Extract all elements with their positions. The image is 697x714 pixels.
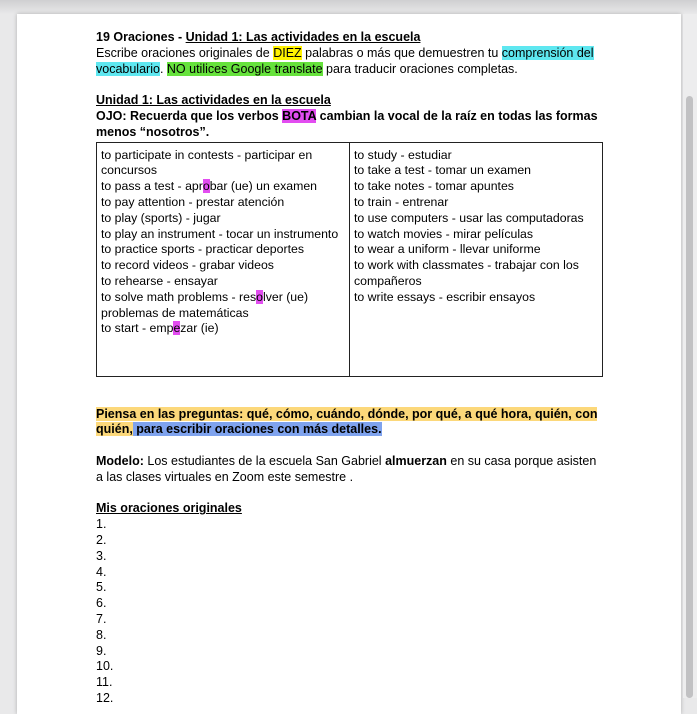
- scrollbar-thumb[interactable]: [686, 96, 693, 698]
- list-number: 2.: [96, 532, 107, 547]
- highlight-comprension: comprensión del vocabulario: [96, 45, 594, 76]
- vocab-line: problemas de matemáticas: [101, 305, 249, 320]
- highlight-no-google: NO utilices Google translate: [166, 61, 323, 76]
- vocab-line: to take a test - tomar un examen: [354, 163, 532, 178]
- vocab-line: to pay attention - prestar atención: [101, 194, 285, 209]
- piensa-note: [96, 407, 606, 439]
- highlight-detalles: para escribir oraciones con más detalles.: [132, 422, 382, 437]
- vocab-column-right: [350, 142, 603, 376]
- vocab-line: to participate in contests - participar en: [101, 147, 313, 162]
- unit-heading: Unidad 1: Las actividades en la escuela: [96, 93, 331, 108]
- list-number: 12.: [96, 690, 114, 705]
- modelo-label: Modelo:: [96, 453, 144, 468]
- list-number: 4.: [96, 564, 107, 579]
- ojo-note: [96, 109, 606, 141]
- modelo-text: Los estudiantes de la escuela San Gabriel: [143, 453, 386, 468]
- title-count: 19 Oraciones -: [96, 30, 186, 44]
- instr-text: Escribe oraciones originales de: [96, 45, 274, 60]
- instr-text: palabras o más que demuestren tu: [301, 45, 502, 60]
- title-unit: Unidad 1: Las actividades en la escuela: [185, 30, 421, 44]
- vocab-line: [101, 321, 345, 337]
- list-number: 11.: [96, 675, 113, 690]
- vocab-line: [101, 179, 345, 195]
- modelo: [96, 454, 606, 486]
- highlight-piensa: Piensa en las preguntas: qué, cómo, cuándo, dónde, por qué, a qué hora, quién, con quién,: [96, 406, 598, 437]
- modelo-text: en su casa porque asisten a las clases virtuales en Zoom este semestre .: [96, 453, 597, 484]
- vocab-line: [101, 290, 345, 306]
- list-number: 3.: [96, 548, 107, 563]
- vocab-line: to play an instrument - tocar un instrumento: [101, 226, 339, 241]
- vocab-line: to work with classmates - trabajar con los: [354, 258, 579, 273]
- vocab-line: to practice sports - practicar deportes: [101, 242, 304, 257]
- numbered-list: [96, 517, 606, 707]
- ojo-text: cambian la vocal de la raíz en todas las formas menos “nosotros”.: [96, 108, 598, 139]
- vocab-line: to wear a uniform - llevar uniforme: [354, 242, 541, 257]
- list-number: 10.: [96, 659, 114, 674]
- vocab-text: zar (ie): [180, 321, 219, 336]
- list-number: 8.: [96, 627, 107, 642]
- vocab-table: [96, 142, 603, 377]
- vocab-line: to write essays - escribir ensayos: [354, 289, 536, 304]
- vocab-text: lver (ue): [262, 289, 309, 304]
- list-number: 6.: [96, 596, 107, 611]
- vocab-text: to pass a test - apr: [101, 179, 203, 194]
- vocab-line: to record videos - grabar videos: [101, 258, 274, 273]
- vocab-line: to rehearse - ensayar: [101, 273, 218, 288]
- vocab-text: to solve math problems - res: [101, 289, 257, 304]
- stem-vowel-highlight: o: [256, 289, 263, 304]
- highlight-diez: DIEZ: [273, 45, 302, 60]
- list-number: 1.: [96, 517, 107, 532]
- ojo-text: OJO: Recuerda que los verbos: [96, 108, 283, 123]
- vocab-line: to study - estudiar: [354, 147, 452, 162]
- document-content: [96, 30, 606, 707]
- list-number: 7.: [96, 611, 107, 626]
- instr-text: .: [159, 61, 167, 76]
- modelo-verb: almuerzan: [385, 453, 447, 468]
- instructions: [96, 46, 606, 78]
- window-top-shadow: [0, 0, 697, 14]
- instr-text: para traducir oraciones completas.: [322, 61, 518, 76]
- vocab-line: to play (sports) - jugar: [101, 210, 221, 225]
- list-number: 9.: [96, 643, 107, 658]
- vocab-line: to take notes - tomar apuntes: [354, 179, 514, 194]
- mis-oraciones-heading: Mis oraciones originales: [96, 501, 242, 516]
- vocab-text: bar (ue) un examen: [209, 179, 318, 194]
- vocab-line: concursos: [101, 163, 158, 178]
- vocab-line: compañeros: [354, 273, 422, 288]
- stem-vowel-highlight: e: [173, 321, 181, 336]
- vocab-text: to start - emp: [101, 321, 174, 336]
- vocab-line: to watch movies - mirar películas: [354, 226, 534, 241]
- vocab-line: to use computers - usar las computadoras: [354, 210, 584, 225]
- list-number: 5.: [96, 580, 107, 595]
- highlight-bota: BOTA: [282, 108, 317, 123]
- vocab-line: to train - entrenar: [354, 194, 449, 209]
- stem-vowel-highlight: o: [202, 179, 210, 194]
- vocab-column-left: [97, 142, 350, 376]
- doc-title: [96, 30, 606, 46]
